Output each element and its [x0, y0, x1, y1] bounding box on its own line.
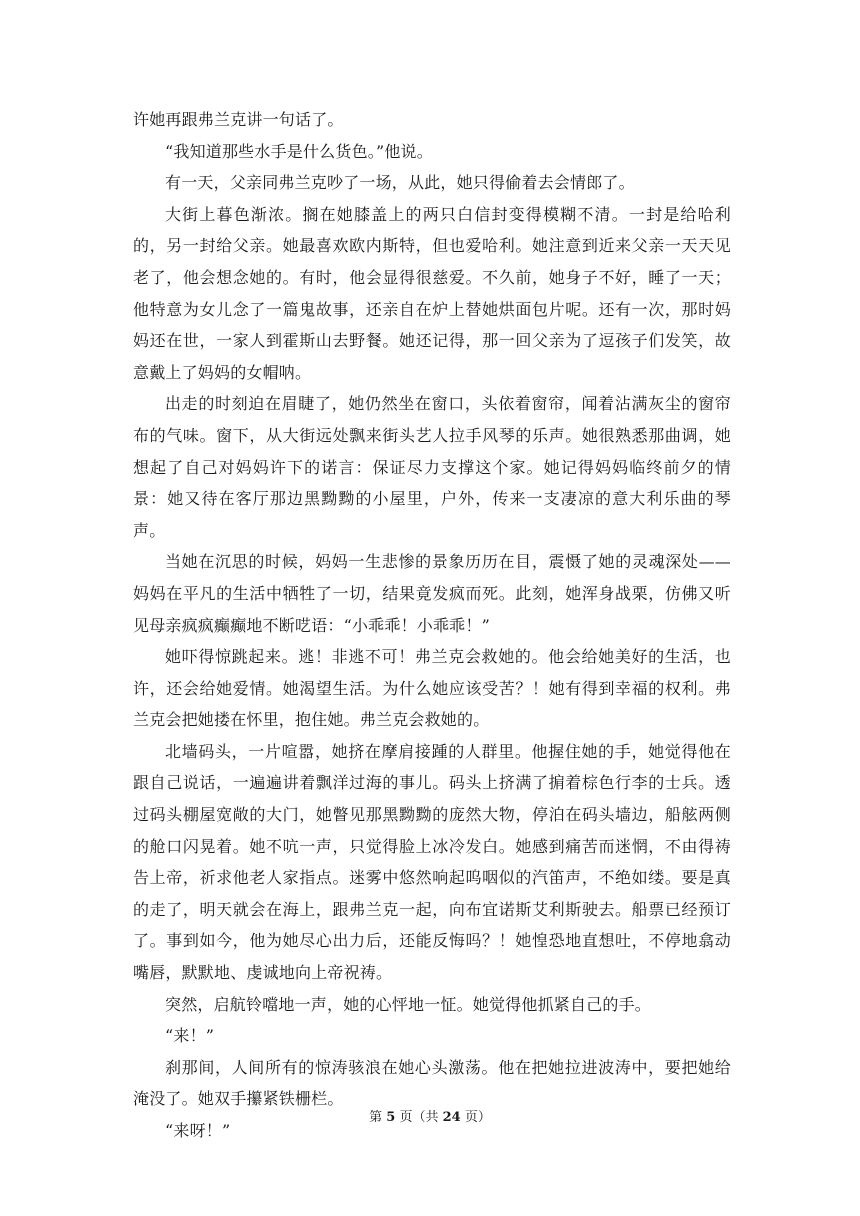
paragraph: 大街上暮色渐浓。搁在她膝盖上的两只白信封变得模糊不清。一封是给哈利的，另一封给父亲。她最喜欢欧内斯特，但也爱哈利。她注意到近来父亲一天天见老了，他会想念她的。有时，他会显得很慈爱。不久前，她身子不好，睡了一天；他特意为女儿念了一篇鬼故事，还亲自在炉上替她烘面包片呢。还有一次，那时妈妈还在世，一家人到霍斯山去野餐。她还记得，那一回父亲为了逗孩子们发笑，故意戴上了妈妈的女帽呐。	[133, 204, 731, 382]
paragraph: 有一天，父亲同弗兰克吵了一场，从此，她只得偷着去会情郎了。	[165, 173, 635, 193]
page-number: 5	[386, 1110, 396, 1125]
paragraph: “我知道那些水手是什么货色。”他说。	[165, 141, 433, 161]
footer-middle: 页（共	[399, 1110, 439, 1125]
footer-suffix: 页）	[464, 1110, 491, 1125]
paragraph: 她吓得惊跳起来。逃！非逃不可！弗兰克会救她的。他会给她美好的生活，也许，还会给她爱情。她渴望生活。为什么她应该受苦？！她有得到幸福的权利。弗兰克会把她搂在怀里，抱住她。弗兰克会救她的。	[133, 647, 731, 730]
paragraph: “来！”	[165, 1026, 215, 1046]
paragraph: 北墙码头，一片喧嚣，她挤在摩肩接踵的人群里。他握住她的手，她觉得他在跟自己说话，一遍遍讲着飘洋过海的事儿。码头上挤满了掮着棕色行李的士兵。透过码头棚屋宽敞的大门，她瞥见那黑黝黝的庞然大物，停泊在码头墙边，船舷两侧的舱口闪晃着。她不吭一声，只觉得脸上冰冷发白。她感到痛苦而迷惘，不由得祷告上帝，祈求他老人家指点。迷雾中悠然响起呜咽似的汽笛声，不绝如缕。要是真的走了，明天就会在海上，跟弗兰克一起，向布宜诺斯艾利斯驶去。船票已经预订了。事到如今，他为她尽心出力后，还能反悔吗？！她惶恐地直想吐，不停地翕动嘴唇，默默地、虔诚地向上帝祝祷。	[133, 741, 731, 983]
paragraph: 刹那间，人间所有的惊涛骇浪在她心头激荡。他在把她拉进波涛中，要把她给淹没了。她双手攥紧铁栅栏。	[133, 1057, 731, 1109]
paragraph: 当她在沉思的时候，妈妈一生悲惨的景象历历在目，震慑了她的灵魂深处——妈妈在平凡的生活中牺牲了一切，结果竟发疯而死。此刻，她浑身战栗，仿佛又听见母亲疯疯癫癫地不断呓语：“小乖乖！小乖乖！”	[133, 552, 731, 635]
paragraph-continuation: 许她再跟弗兰克讲一句话了。	[133, 110, 344, 129]
body-text	[133, 104, 731, 1147]
total-pages: 24	[442, 1110, 461, 1125]
paragraph: 突然，启航铃噹地一声，她的心怦地一怔。她觉得他抓紧自己的手。	[165, 994, 652, 1014]
paragraph: 出走的时刻迫在眉睫了，她仍然坐在窗口，头依着窗帘，闻着沾满灰尘的窗帘布的气味。窗下，从大街远处飘来街头艺人拉手风琴的乐声。她很熟悉那曲调，她想起了自己对妈妈许下的诺言：保证尽力支撑这个家。她记得妈妈临终前夕的情景：她又待在客厅那边黑黝黝的小屋里，户外，传来一支凄凉的意大利乐曲的琴声。	[133, 394, 731, 540]
footer-prefix: 第	[369, 1110, 383, 1125]
paragraph: “来呀！”	[165, 1121, 231, 1140]
page-footer	[0, 1108, 860, 1128]
